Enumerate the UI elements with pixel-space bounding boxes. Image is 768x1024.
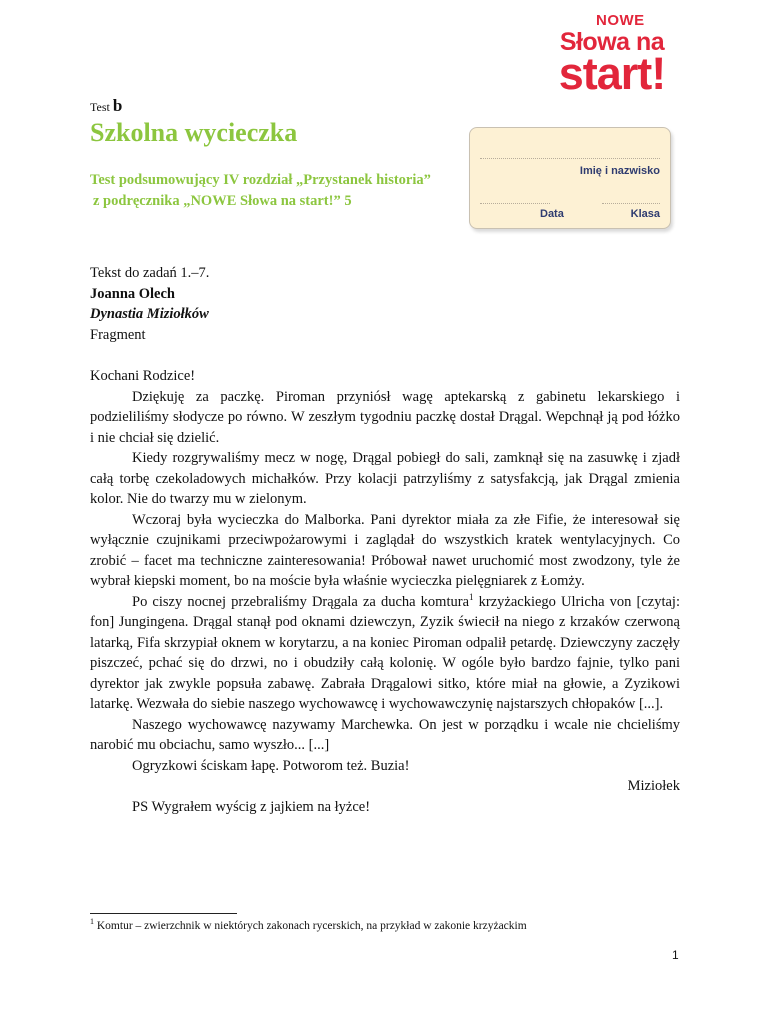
paragraph: Kiedy rozgrywaliśmy mecz w nogę, Drągal pobiegł do sali, zamknął się na zasuwkę i zjadł całą torbę czekoladowych michałków. Przy kolacji patrzyliśmy z satysfakcją, jak Drągal zmienia kolor. Nie do twarzy mu w zielonym.: [90, 450, 680, 507]
test-label: [90, 96, 122, 116]
paragraph: Naszego wychowawcę nazywamy Marchewka. On jest w porządku i wcale nie chcieliśmy narobić mu obciachu, samo wyszło... [...]: [90, 716, 680, 753]
logo-line-3: start!: [558, 48, 666, 99]
name-line: [480, 158, 660, 159]
source-info: [90, 263, 209, 345]
student-info-card: [469, 127, 671, 229]
paragraph: Ogryzkowi ściskam łapę. Potworom też. Buzia!: [132, 757, 410, 774]
test-variant: b: [112, 96, 123, 115]
postscript: PS Wygrałem wyścig z jajkiem na łyżce!: [132, 798, 371, 815]
subtitle-line-1: Test podsumowujący IV rozdział „Przystanek historia”: [90, 172, 431, 188]
paragraph: Dziękuję za paczkę. Piroman przyniósł wagę aptekarską z gabinetu lekarskiego i podzieliliśmy słodycze po równo. W zeszłym tygodniu paczkę dostał Drągal. Wepchnął ją pod łóżko i nie chciał się dzielić.: [90, 388, 680, 446]
page-title: Szkolna wycieczka: [90, 118, 298, 147]
subtitle-line-2: z podręcznika „NOWE Słowa na start!” 5: [93, 193, 352, 209]
tasks-label: Tekst do zadań 1.–7.: [90, 265, 210, 281]
author-name: Joanna Olech: [90, 285, 175, 302]
footnote-ref: 1: [469, 591, 474, 602]
brand-logo: [548, 12, 676, 99]
footnote-text: Komtur – zwierzchnik w niektórych zakonach rycerskich, na przykład w zakonie krzyżackim: [94, 919, 527, 932]
footnote: [90, 917, 527, 932]
fragment-label: Fragment: [90, 326, 146, 343]
class-line: [602, 203, 660, 204]
date-line: [480, 203, 550, 204]
greeting: Kochani Rodzice!: [90, 368, 196, 384]
name-label: Imię i nazwisko: [579, 165, 660, 177]
paragraph-part: Po ciszy nocnej przebraliśmy Drągala za ducha komtura: [132, 593, 470, 610]
footnote-number: 1: [90, 917, 94, 926]
class-label: Klasa: [630, 208, 660, 220]
paragraph-part: krzyżackiego Ulricha von [czytaj: fon] Jungingena. Drągal stanął pod oknami dziewczyn, Zyzik świecił na niego z krzaków czerwoną latarką, Fifa skrzypiał oknem w korytarzu, a na koniec Piroman odpalił petardę. Dziewczyny zaczęły piszczeć, pchać się do drzwi, no i obudziły całą kolonię. W ogóle było bardzo fajnie, tylko pani dyrektor jak zwykle popsuła zabawę. Zabrała Drągalowi sitko, które miał na głowie, a Zyzikowi latarkę. Wezwała do siebie naszego wychowawcę i wychowawczynię najstarszych chłopaków [...].: [90, 593, 680, 712]
logo-line-1: NOWE: [596, 12, 645, 29]
logo-line-2: Słowa na: [559, 28, 665, 56]
page-number: 1: [672, 948, 679, 962]
test-word: Test: [90, 100, 110, 114]
paragraph: Wczoraj była wycieczka do Malborka. Pani dyrektor miała za złe Fifie, że interesował się wyłącznie czujnikami przeciwpożarowymi i zaglądał do wszystkich kratek wentylacyjnych. Co zrobić – facet ma techniczne zainteresowania! Próbował nawet uruchomić most zwodzony, tyle że wybrał kiepski moment, bo na moście była właśnie wycieczka pielęgniarek z Łomży.: [90, 511, 680, 589]
paragraph: [90, 592, 680, 715]
date-label: Data: [540, 208, 564, 220]
signature: Miziołek: [627, 778, 680, 794]
work-title: Dynastia Miziołków: [90, 306, 209, 322]
letter-text: [90, 366, 680, 817]
subtitle: [90, 170, 431, 212]
footnote-divider: [90, 913, 237, 914]
